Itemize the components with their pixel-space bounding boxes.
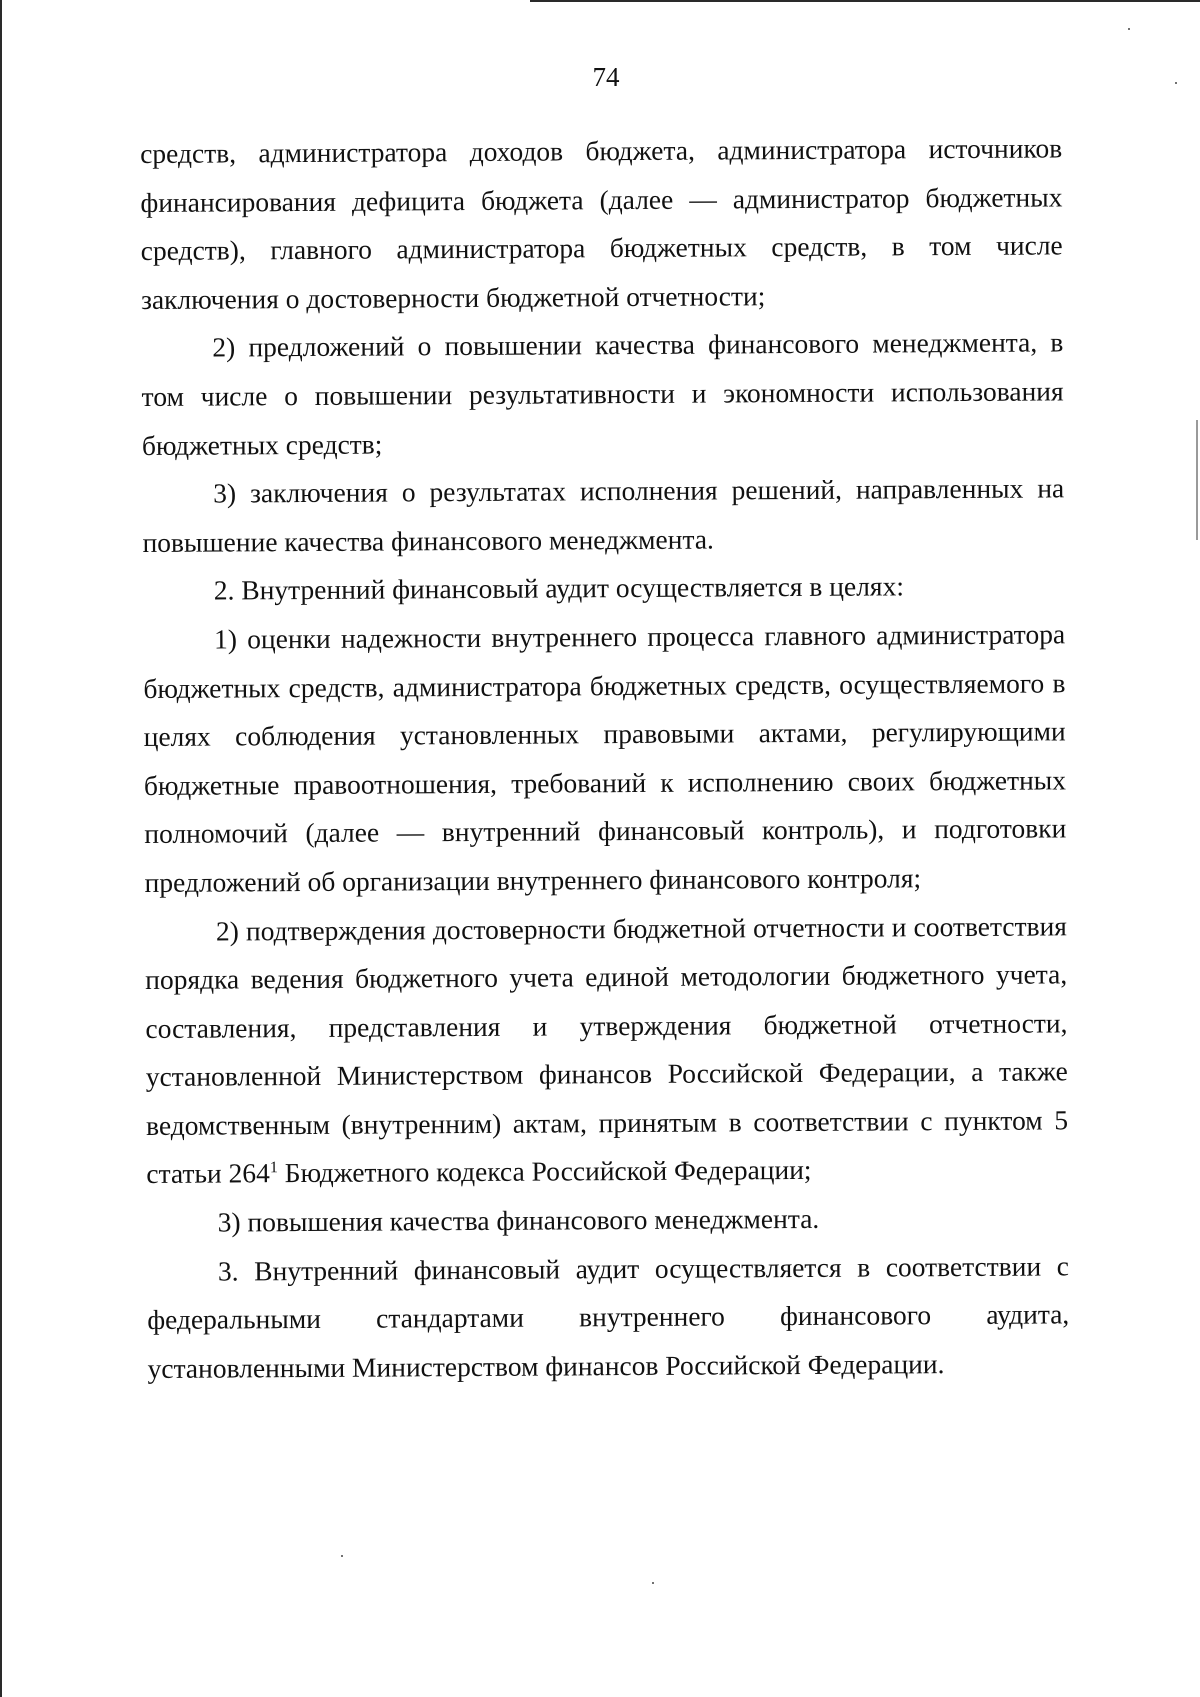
scan-edge-top <box>530 0 1200 2</box>
paragraph-section-2-heading: 2. Внутренний финансовый аудит осуществляется в целях: <box>213 570 905 606</box>
paragraph-goal-3-improvement: 3) повышения качества финансового менеджмента. <box>217 1202 820 1238</box>
scan-edge-right <box>1196 420 1198 540</box>
paragraph-continuation: средств, администратора доходов бюджета, администратора источников финансирования дефицита бюджета (далее — администратор бюджетных средств), главного администратора бюджетных средств, в том числе заключения о достоверности бюджетной отчетности; <box>140 132 1063 315</box>
goal-2-text-after: Бюджетного кодекса Российской Федерации; <box>277 1154 812 1189</box>
paragraph-section-3-standards: 3. Внутренний финансовый аудит осуществляется в соответствии с федеральными стандартами внутреннего финансового аудита, установленными Министерством финансов Российской Федерации. <box>147 1250 1070 1384</box>
scan-speck <box>652 1582 654 1584</box>
goal-2-text-before: 2) подтверждения достоверности бюджетной отчетности и соответствия порядка ведения бюджетного учета единой методологии бюджетного учета, составления, представления и утверждения бюджетной отчетности, установленной Министерством финансов Российской Федерации, а также ведомственным (внутренним) актам, принятым в соответствии с пунктом 5 статьи 264 <box>145 909 1069 1190</box>
scan-edge-left <box>0 0 2 1697</box>
scan-speck <box>1128 28 1130 30</box>
page-number: 74 <box>592 62 620 92</box>
paragraph-goal-1-assessment: 1) оценки надежности внутреннего процесса главного администратора бюджетных средств, администратора бюджетных средств, осуществляемого в целях соблюдения установленных правовыми актами, регулирующими бюджетные правоотношения, требований к исполнению своих бюджетных полномочий (далее — внутренний финансовый контроль), и подготовки предложений об организации внутреннего финансового контроля; <box>143 618 1067 898</box>
paragraph-item-2-proposals: 2) предложений о повышении качества финансового менеджмента, в том числе о повышении результативности и экономности использования бюджетных средств; <box>141 326 1064 461</box>
paragraph-item-3-conclusions: 3) заключения о результатах исполнения решений, направленных на повышение качества финансового менеджмента. <box>142 472 1065 558</box>
document-body <box>140 124 1070 1393</box>
scan-speck <box>341 1555 343 1557</box>
article-superscript: 1 <box>269 1159 278 1177</box>
paragraph-goal-2-confirmation <box>145 902 1069 1199</box>
